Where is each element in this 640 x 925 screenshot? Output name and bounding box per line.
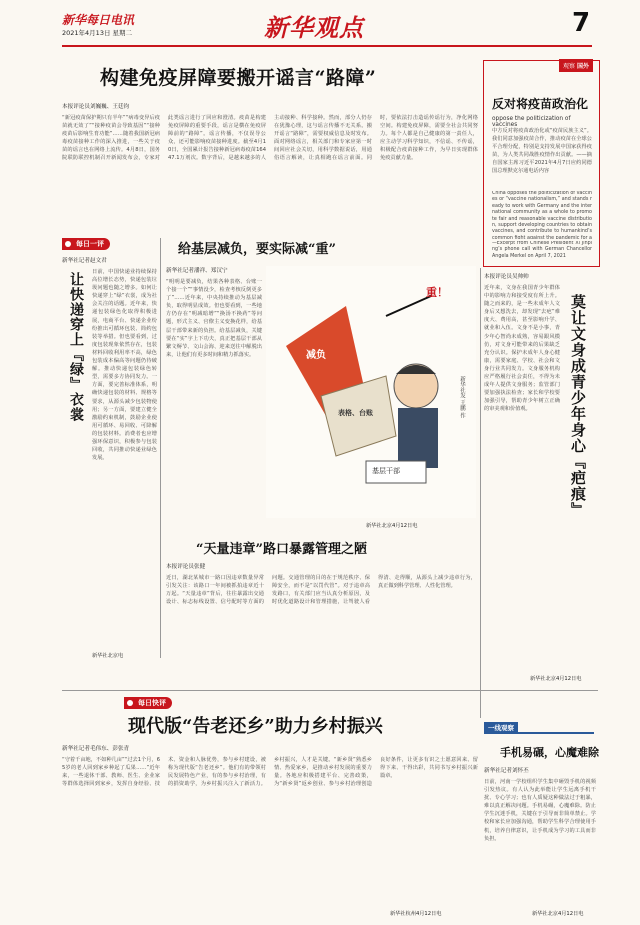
phone-byline: 新华社记者刘怀丕 [484, 768, 529, 774]
cartoon-label-box: 表格、台账 [338, 408, 373, 417]
phone-title: 手机易碾，心魔难除 [500, 746, 599, 759]
vaccine-box [483, 60, 600, 267]
vaccine-en-source: —Excerpt from Chinese President Xi Jinping’s phone call with German Chancellor Angela Merkel on April 7, 2021 [492, 241, 592, 259]
cartoon-illustration [266, 266, 476, 518]
frontline-tag-label: 一线观察 [484, 722, 518, 733]
cartoon-label-jian: 减负 [306, 350, 326, 361]
cartoon-text: “明明是要减负，结果各种表格、台账一个接一个”“事情没少，检查考核反倒更多了”……近年来，中央持续推动为基层减负，取得明显成效。但也要看到，一些地方仍存在“明减暗增”“换汤不换药”等问题，形式主义、官僚主义变换花样，给基层干部带来新的负担。给基层减负，关键要在“实”字上下功夫，真正把基层干部从繁文缛节、文山会海、迎来送往中解脱出来，让他们有更多时间和精力抓落实。 [166, 279, 262, 358]
lead-byline: 本报评论员刘巍巍、王廷钧 [62, 104, 130, 110]
cartoon-drawing [266, 266, 476, 518]
phone-text: 日前，河南一学校组织学生集中砸毁手机的视频引发热议。有人认为此举能让学生远离手机干扰、专心学习；也有人质疑这种做法过于粗暴，难以真正解决问题。手机易碾，心魔难除。防止学生沉迷手机，关键在于引导而非简单禁止。学校和家长应加强沟通，帮助学生科学合理使用手机，培养自律意识，让手机成为学习的工具而非负担。 [484, 779, 596, 842]
masthead-rule [62, 45, 592, 47]
column-badge [559, 59, 593, 72]
traffic-text: 近日，湖北某城市一路口因违章数量异常引发关注：该路口一年间被抓拍违章近十万起。“天量违章”背后，往往暴露出交通设计、标志标线设置、信号配时等方面的问题。交通管理的目的在于规范秩序、保障安全，而不是“以罚代管”。对于违章高发路口，有关部门应当认真分析原因，及时优化道路设计和管理措施，让驾驶人看得清、走得顺，从源头上减少违章行为，真正做到科学管理、人性化管理。 [166, 575, 476, 606]
lead-title: 构建免疫屏障要搬开谣言“路障” [100, 67, 377, 89]
vaccine-text: 中方反对将疫苗政治化或“疫苗民族主义”。我们同意加强疫苗合作，推动疫苗在全球公平合理分配，特别是支持发展中国家获得疫苗，为人类共同战胜疫情作出贡献。——摘自国家主席习近平2021年4月7日应约同德国总理默克尔通电话内容 [492, 128, 592, 175]
bottom-title: 现代版“告老还乡”助力乡村振兴 [128, 716, 383, 737]
left-text: 日前，中国快递业持续保持高位增长态势，快递包装垃圾问题也随之增多。如何让快递穿上“绿”衣裳，成为社会关注的话题。近年来，快递包装绿色化取得积极进展，电商平台、快递企业纷纷推出可循环包装、简约包装等举措。但也要看到，过度包装现象依然存在，包装材料回收利用率不高，绿色包装成本偏高等问题仍待破解。推动快递包装绿色转型，需要多方协同发力。一方面，要完善标准体系，明确快递包装的材料、规格等要求，从源头减少包装物使用；另一方面，要建立健全激励约束机制，鼓励企业使用可循环、易回收、可降解的包装材料。消费者也应增强环保意识，积极参与包装回收，共同推动快递业绿色发展。 [92, 269, 157, 462]
tattoo-footer: 新华社北京4月12日电 [530, 676, 582, 682]
section-title: 新华观点 [264, 13, 364, 42]
vaccine-subtitle: oppose the politicization of vaccines [492, 116, 571, 128]
tattoo-title: 莫让文身成青少年身心『疤痕』 [569, 294, 587, 518]
bottom-byline: 新华社记者毛伟东、彭张青 [62, 746, 130, 752]
cartoon-title: 给基层减负，要实际减“重” [178, 242, 336, 257]
cartoon-label-cadre: 基层干部 [372, 467, 400, 475]
quick-comment-tag: 每日快评 [124, 697, 172, 709]
left-footer: 新华社北京电 [92, 653, 124, 659]
page-number: 7 [572, 8, 591, 38]
left-col-divider [160, 238, 161, 658]
traffic-byline: 本报评论员张健 [166, 564, 206, 570]
left-byline: 新华社记者赵文君 [62, 258, 107, 264]
cartoon-label-heavy: 重！ [426, 286, 448, 299]
frontline-tag [484, 722, 594, 734]
phone-footer: 新华社北京4月12日电 [532, 911, 584, 917]
daily-comment-tag: 每日一评 [62, 238, 110, 250]
tattoo-text: 近年来，文身在我国青少年群体中的影响力和接受度有所上升。随之而来的，是一些未成年人文身后又想洗去，却发现“去疤”难度大、费用高，甚至影响升学、就业和入伍。文身不是小事，青少年心智尚未成熟，容易跟风模仿，对文身可能带来的后果缺乏充分认识。保护未成年人身心健康，需要家庭、学校、社会和文身行业共同发力。文身服务机构应严格履行社会责任，不得为未成年人提供文身服务；监管部门要加强执法检查；家长和学校要加强引导，帮助青少年树立正确的审美观和价值观。 [484, 285, 560, 413]
cartoon-credit: 新华社发 王鹏 作 [459, 376, 465, 418]
cartoon-footer: 新华社北京4月12日电 [366, 523, 418, 529]
issue-date: 2021年4月13日 星期二 [62, 29, 133, 37]
cartoon-byline: 新华社记者潘祥、郑汉宁 [166, 268, 228, 274]
bottom-text: “守着千亩地，不如种几亩”“过去1个月，65岁的老人回到家乡种起了瓜果……”近年来，一些退休干部、教师、医生、企业家等群体选择回到家乡，发挥自身经验、技术、资金和人脉优势，参与乡村建设，被称为现代版“告老还乡”。他们有的带领村民发展特色产业，有的参与乡村治理，有的捐资助学，为乡村振兴注入了新活力。乡村振兴，人才是关键。“新乡贤”熟悉乡情、热爱家乡，是推动乡村发展的重要力量。各地应积极搭建平台、完善政策，为“新乡贤”返乡创业、参与乡村治理创造良好条件，让更多有识之士愿意回来、留得下来、干得出彩，共同书写乡村振兴新篇章。 [62, 757, 478, 788]
bottom-footer: 新华社杭州4月12日电 [390, 911, 442, 917]
right-col-divider [480, 268, 481, 718]
brand-logo: 新华每日电讯 [62, 13, 135, 27]
traffic-title: “天量违章”路口暴露管理之陋 [196, 542, 367, 557]
tattoo-byline: 本报评论员吴帅帅 [484, 274, 529, 280]
lead-text: “新冠疫苗保护期只有半年”“病毒变异后疫苗就无效了”“接种疫苗会导致基因”“接种疫苗后影响生育功能”……随着我国新冠病毒疫苗接种工作的深入推进，一些关于疫苗的谣言也在网络上流传。4月8日，国务院联防联控机制召开新闻发布会，专家对此类谣言进行了回应和澄清。疫苗是构建免疫屏障的重要手段，谣言是横在免疫屏障前的“路障”。谣言传播，不仅误导公众，还可能影响疫苗接种进度。截至4月10日，全国累计报告接种新冠病毒疫苗16447.1万剂次。数字背后，是越来越多的人主动接种、科学接种。然而，部分人仍存在犹豫心理，这与谣言传播不无关系。搬开谣言“路障”，需要权威信息及时发布。面对网络谣言，相关部门和专家应第一时间回应社会关切，用科学数据说话，用通俗语言解读，让真相跑在谣言前面。同时，要依法打击造谣传谣行为，净化网络空间。构建免疫屏障，需要全社会共同努力。每个人都是自己健康的第一责任人，应主动学习科学知识，不信谣、不传谣，积极配合疫苗接种工作，为早日实现群体免疫贡献力量。 [62, 115, 478, 162]
column-badge-sub: 国外 [576, 63, 589, 70]
section-divider [62, 690, 598, 691]
left-title: 让快递穿上『绿』衣裳 [68, 272, 84, 422]
column-badge-label: 观察 [563, 63, 576, 70]
vaccine-en-text: China opposes the politicization of vaccines or “vaccine nationalism,” and stands ready to work with Germany and the international community as a whole to promote fair and reasonable vaccine distribution, support developing countries to obtain vaccines, and contribute to humankind’s common fight against the pandemic for a [492, 191, 592, 239]
masthead [0, 0, 640, 48]
vaccine-title: 反对将疫苗政治化 [492, 97, 589, 111]
